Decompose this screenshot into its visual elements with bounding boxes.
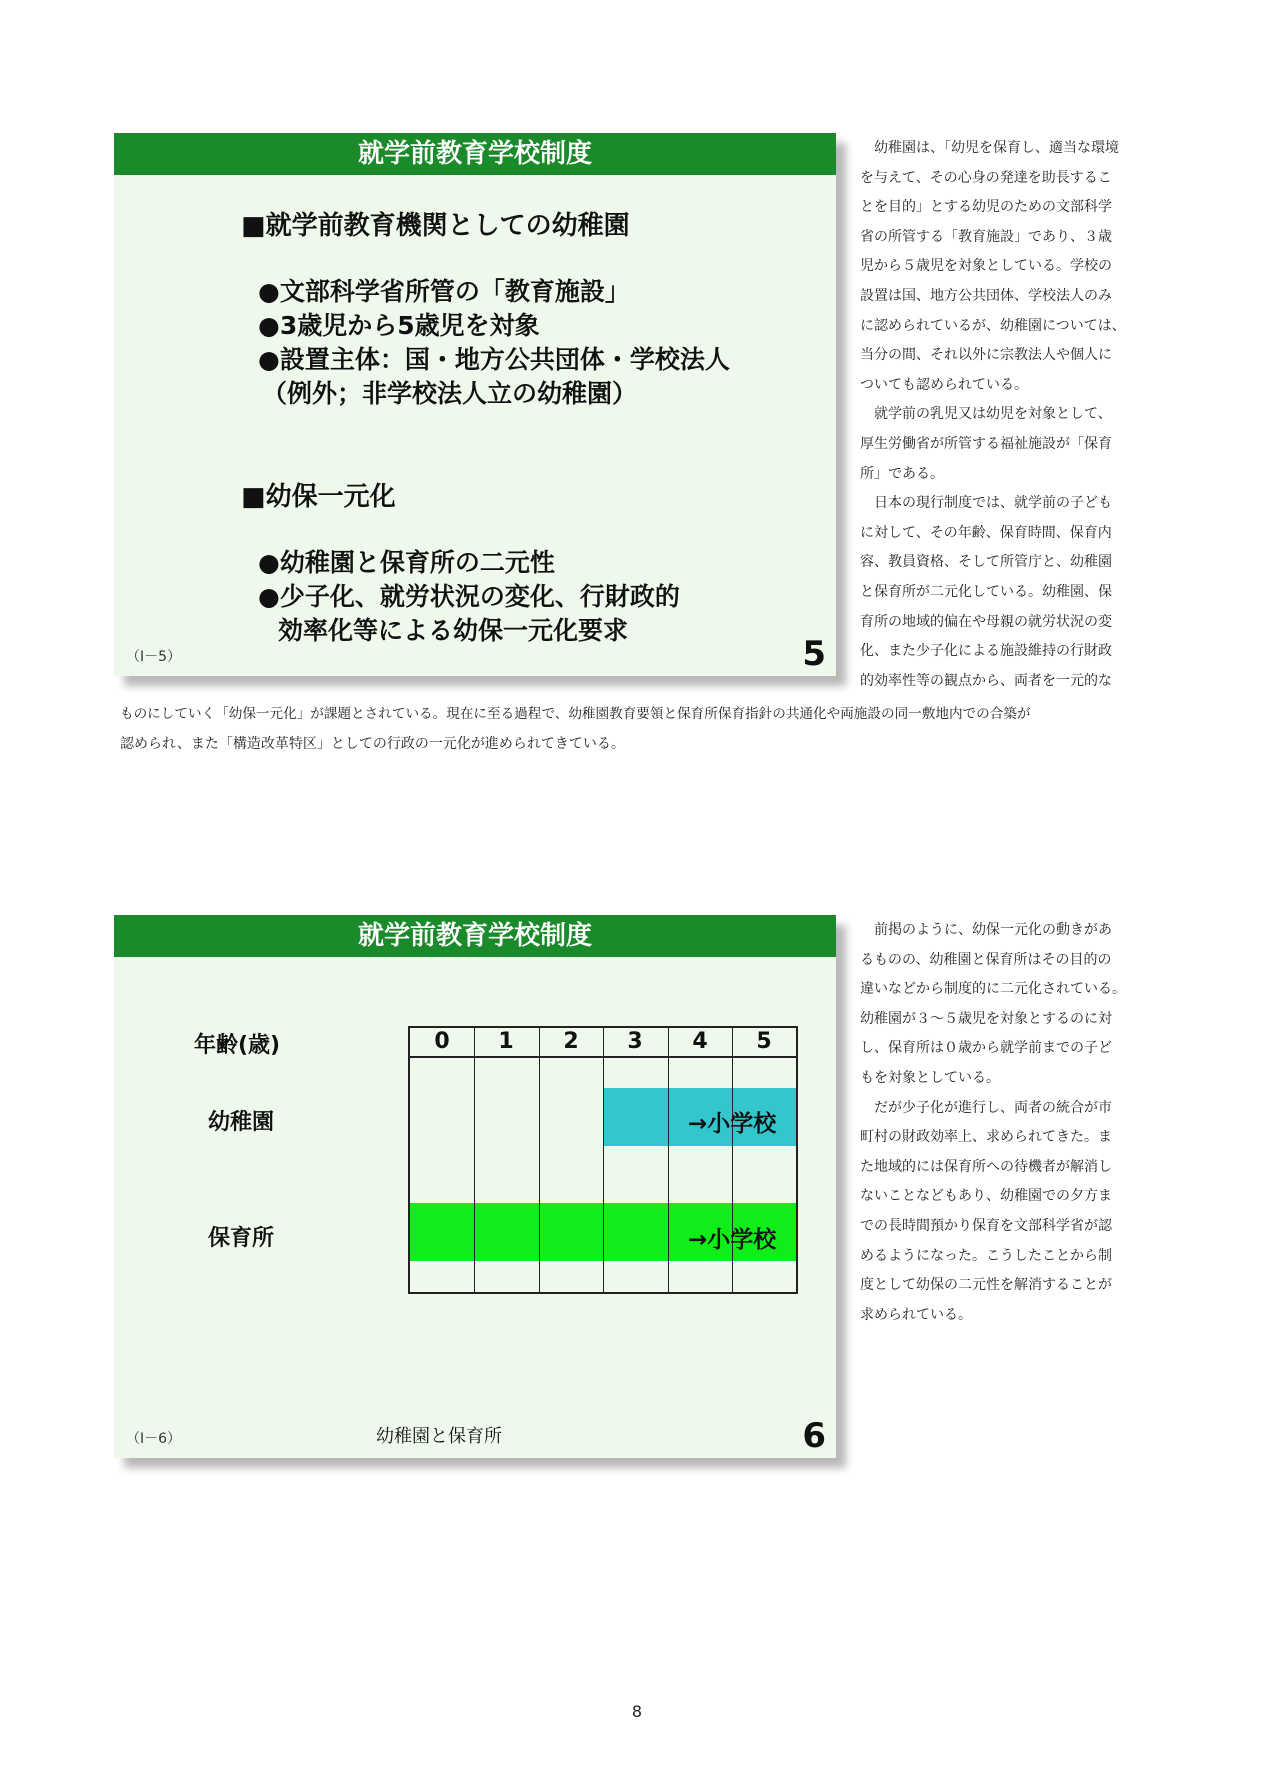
text-line: に対して、その年齢、保育時間、保育内: [860, 524, 1112, 541]
text-line: 幼稚園は、「幼児を保育し、適当な環境: [874, 140, 1119, 156]
slide-2-number: 6: [802, 1416, 826, 1456]
text-line: 育所の地域的偏在や母親の就労状況の変: [860, 613, 1112, 630]
text-line: 当分の間、それ以外に宗教法人や個人に: [860, 347, 1112, 364]
arrow-to-elementary-1: →小学校: [688, 1111, 777, 1137]
text-line: 町村の財政効率上、求められてきた。ま: [860, 1129, 1112, 1146]
text-line: だが少子化が進行し、両者の統合が市: [874, 1099, 1112, 1116]
slide-1-bullet: ●文部科学省所管の「教育施設」: [258, 277, 630, 306]
text-line: 度として幼保の二元性を解消することが: [860, 1277, 1112, 1294]
text-line: 幼稚園が３～５歳児を対象とするのに対: [860, 1010, 1112, 1027]
text-line: 的効率性等の観点から、両者を一元的な: [860, 672, 1112, 689]
slide-1-bullet-continued: 効率化等による幼保一元化要求: [278, 616, 629, 645]
text-line: 前掲のように、幼保一元化の動きがあ: [874, 922, 1112, 938]
text-line: 所」である。: [860, 465, 944, 482]
slide-1-bullet: ●幼稚園と保育所の二元性: [258, 548, 555, 577]
text-line: た地域的には保育所への待機者が解消し: [860, 1158, 1112, 1175]
slide-2: [114, 915, 836, 1458]
slide-1-title: 就学前教育学校制度: [114, 133, 836, 175]
text-line: 求められている。: [860, 1306, 972, 1323]
side-text-2: [860, 916, 1142, 1330]
text-line: 厚生労働省が所管する福祉施設が「保育: [860, 435, 1112, 452]
text-line: を与えて、その心身の発達を助長するこ: [860, 169, 1112, 186]
slide-2-title: 就学前教育学校制度: [114, 915, 836, 957]
text-line: もを対象としている。: [860, 1069, 1000, 1086]
slide-1-number: 5: [802, 634, 826, 674]
age-header-cell: 0: [434, 1029, 450, 1054]
arrow-to-elementary-2: →小学校: [688, 1227, 777, 1253]
text-line: での長時間預かり保育を文部科学省が認: [860, 1217, 1112, 1234]
text-line: 認められ、また「構造改革特区」としての行政の一元化が進められてきている。: [120, 735, 625, 752]
slide-1-bullet: ●少子化、就労状況の変化、行財政的: [258, 582, 680, 611]
text-line: るものの、幼稚園と保育所はその目的の: [860, 951, 1112, 968]
text-line: 省の所管する「教育施設」であり、３歳: [860, 228, 1112, 245]
slide-1: [114, 133, 836, 676]
age-header-cell: 4: [692, 1029, 708, 1054]
slide-1-code: （Ⅰ－5）: [126, 649, 182, 665]
text-line: 設置は国、地方公共団体、学校法人のみ: [860, 287, 1112, 304]
text-line: 化、また少子化による施設維持の行財政: [860, 643, 1112, 660]
text-line: 違いなどから制度的に二元化されている。: [860, 981, 1126, 998]
text-line: 就学前の乳児又は幼児を対象として、: [874, 406, 1112, 423]
text-line: 日本の現行制度では、就学前の子ども: [874, 495, 1112, 512]
text-line: と保育所が二元化している。幼稚園、保: [860, 583, 1112, 600]
slide-1-heading-kindergarten: ■就学前教育機関としての幼稚園: [241, 211, 630, 241]
age-axis-label: 年齢(歳): [194, 1033, 281, 1058]
text-line: ないことなどもあり、幼稚園での夕方ま: [860, 1188, 1112, 1205]
age-header-cell: 5: [756, 1029, 772, 1054]
age-header-cell: 1: [498, 1029, 514, 1054]
text-line: 児から５歳児を対象としている。学校の: [860, 258, 1112, 275]
text-line: ついても認められている。: [860, 376, 1028, 393]
slide-2-caption: 幼稚園と保育所: [376, 1426, 502, 1447]
slide-2-code: （Ⅰ－6）: [126, 1431, 182, 1447]
slide-1-heading-integration: ■幼保一元化: [241, 482, 396, 512]
text-line: とを目的」とする幼児のための文部科学: [860, 199, 1112, 216]
text-line: ものにしていく「幼保一元化」が課題とされている。現在に至る過程で、幼稚園教育要領と保育所保育指針の共通化や両施設の同一敷地内での合築が: [120, 706, 1031, 722]
row-label-nursery: 保育所: [208, 1226, 275, 1251]
text-line: し、保育所は０歳から就学前までの子ど: [860, 1040, 1112, 1057]
text-line: に認められているが、幼稚園については、: [860, 317, 1126, 334]
text-line: 容、教員資格、そして所管庁と、幼稚園: [860, 554, 1112, 571]
text-line: めるようになった。こうしたことから制: [860, 1247, 1112, 1264]
slide-1-bullet-note: （例外；非学校法人立の幼稚園）: [262, 379, 638, 408]
slide-1-bullet: ●設置主体：国・地方公共団体・学校法人: [258, 345, 730, 374]
row-label-kindergarten: 幼稚園: [208, 1110, 275, 1135]
age-header-cell: 2: [563, 1029, 579, 1054]
page-number: 8: [631, 1702, 643, 1721]
slide-1-bullet: ●3歳児から5歳児を対象: [258, 311, 540, 340]
side-text-1: [860, 134, 1142, 696]
full-width-text-1: [120, 700, 1144, 759]
age-header-cell: 3: [627, 1029, 643, 1054]
